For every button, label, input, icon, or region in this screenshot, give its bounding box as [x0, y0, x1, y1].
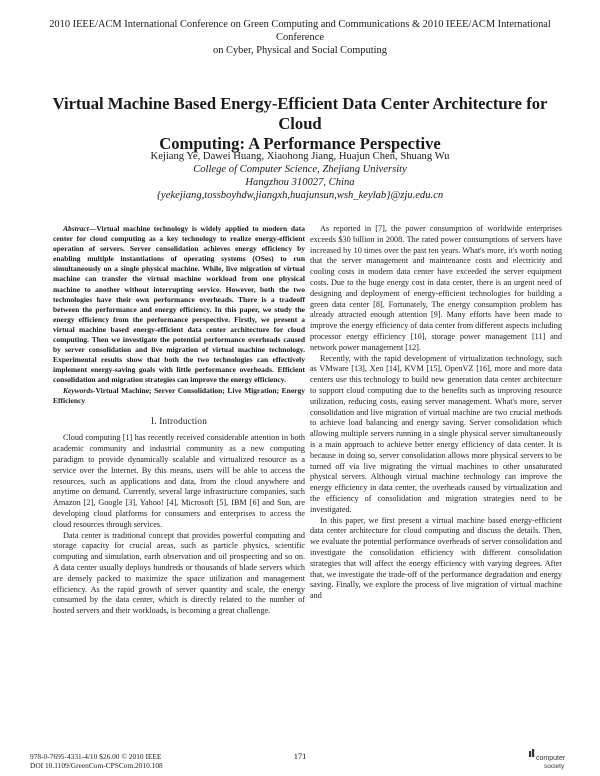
paper-title: [40, 94, 560, 154]
author-block: [60, 150, 540, 202]
logo-line2: society: [544, 763, 565, 770]
logo-line1: computer: [536, 755, 566, 762]
footer-isbn: 978-0-7695-4331-4/10 $26.00 © 2010 IEEE: [30, 752, 162, 761]
keywords: [53, 386, 305, 406]
computer-society-logo: [528, 748, 572, 770]
page-number: 171: [293, 752, 307, 761]
author-emails: {yekejiang,tossboyhdw,jiangxh,huajunsun,wsh_keylab}@zju.edu.cn: [156, 190, 444, 201]
intro-paragraph: Cloud computing [1] has recently received considerable attention in both academic community and industrial community as a new computing paradigm to provide dynamically scalable and virtualized resource as a service over the Internet. By this means, users will be able to access the resources, such as applications and data, from the cloud anywhere and anytime on demand. Currently, several large infrastructure companies, such Amazon [2], Google [3], Yahoo! [4], Microsoft [5], IBM [6] and Sun, are developing cloud platforms for consumers and enterprises to access the cloud resources through services.: [53, 433, 305, 529]
paper-title-line2: Computing: A Performance Perspective: [159, 134, 441, 153]
computer-society-logo-icon: [528, 748, 572, 770]
section-heading-introduction: I. Introduction: [150, 415, 208, 426]
author-affiliation: College of Computer Science, Zhejiang University: [193, 164, 407, 175]
conference-header-line2: on Cyber, Physical and Social Computing: [213, 45, 387, 56]
left-column: [53, 224, 305, 617]
body-paragraph: In this paper, we first present a virtual machine based energy-efficient data center architecture for cloud computing and discuss the details. Then, we evaluate the potential performance overheads of server consolidation and investigate the consolidation efficiency with different consolidation strategies that will affect the energy efficiency with varying degrees. After that, we investigate the trade-off of the performance degradation and energy saving. Finally, we explore the process of live migration of virtual machine and: [310, 515, 562, 601]
keywords-text: Virtual Machine; Server Consolidation; Live Migration; Energy Efficiency: [53, 385, 305, 405]
conference-header: [30, 18, 570, 57]
body-paragraph: As reported in [7], the power consumption of worldwide enterprises exceeds $30 billion in 2008. The rated power consumptions of servers have increased by 10 times over the past ten years. What's more, it's worth noting that the server management and maintenance costs and electricity and cooling costs in modern data center have exceeded the server equipment costs. Due to the huge energy cost in data center, there is an urgent need of designing and deployment of energy-efficient technologies for building a green data center [8]. Fortunately, The energy consumption problem has already attracted enough attention [9]. Many efforts have been made to improve the energy efficiency of data center from different aspects including processor energy efficiency [10], storage power management [11] and network power management [12].: [310, 224, 562, 352]
abstract-label: Abstract: [63, 224, 89, 233]
author-names: Kejiang Ye, Dawei Huang, Xiaohong Jiang, Huajun Chen, Shuang Wu: [150, 151, 450, 162]
body-paragraph: Recently, with the rapid development of virtualization technology, such as VMware [13], Xen [14], KVM [15], OpenVZ [16], more and more data centers use this technology to build new generation data center architecture to support cloud computing due to the benefits such as improving resource utilization, reducing costs, easing server management. What's more, server consolidation and live migration of virtual machine are two crucial methods to achieve load balancing and energy saving. Server consolidation which allowing multiple servers running in a single physical server simultaneously is a main approach to achieve better energy efficiency of data center. It is because in doing so, server consolidation allows more physical servers to be turned off via live migrating the virtual machines to other unsaturated physical servers. Although virtual machine technology can improve the energy efficiency in data center, the overheads caused by virtualization and the efficiency of consolidation and migration strategies need to be investigated.: [310, 353, 562, 514]
intro-paragraph: Data center is traditional concept that provides powerful computing and storage capacity for crucial areas, such as particle physics, scientific computing and simulation, earth observation and oil prospecting and so on. A data center usually deploys hundreds or thousands of blade servers which are densely packed to maximize the space utilization and management efficiency. As the rapid growth of server quantity and scale, the energy consumed by the data center, which is directly related to the number of hosted servers and their workloads, is becoming a great challenge.: [53, 530, 305, 616]
conference-header-line1: 2010 IEEE/ACM International Conference on Green Computing and Communications & 2010 IEEE/ACM International Conference: [49, 19, 551, 43]
footer-doi: DOI 10.1109/GreenCom-CPSCom.2010.108: [30, 761, 163, 770]
right-column: [310, 224, 562, 602]
abstract-text: —Virtual machine technology is widely applied to modern data center for cloud computing as a key technology to realize energy-efficient operation of servers. Server consolidation achieves energy efficiency by enabling multiple instantiations of operating systems (OSes) to run simultaneously on a single physical machine. While, live migration of virtual machine can transfer the virtual machine workload from one physical machine to another without interrupting service. However, both the two technologies have their own performance overheads. There is a tradeoff between the performance and energy efficiency. In this paper, we study the energy efficiency from the performance perspective. Firstly, we present a virtual machine based energy-efficient data center architecture for cloud computing. Then we investigate the potential performance overheads caused by server consolidation and live migration of virtual machine technology. Experimental results show that both the two technologies can effectively implement energy-saving goals with little performance overheads. Efficient consolidation and migration strategies can improve the energy efficiency.: [53, 224, 305, 385]
author-address: Hangzhou 310027, China: [245, 177, 355, 188]
keywords-label: Keywords-: [63, 385, 96, 395]
paper-title-line1: Virtual Machine Based Energy-Efficient Data Center Architecture for Cloud: [52, 94, 548, 133]
abstract: [53, 224, 305, 386]
footer-publication-info: [30, 752, 163, 770]
